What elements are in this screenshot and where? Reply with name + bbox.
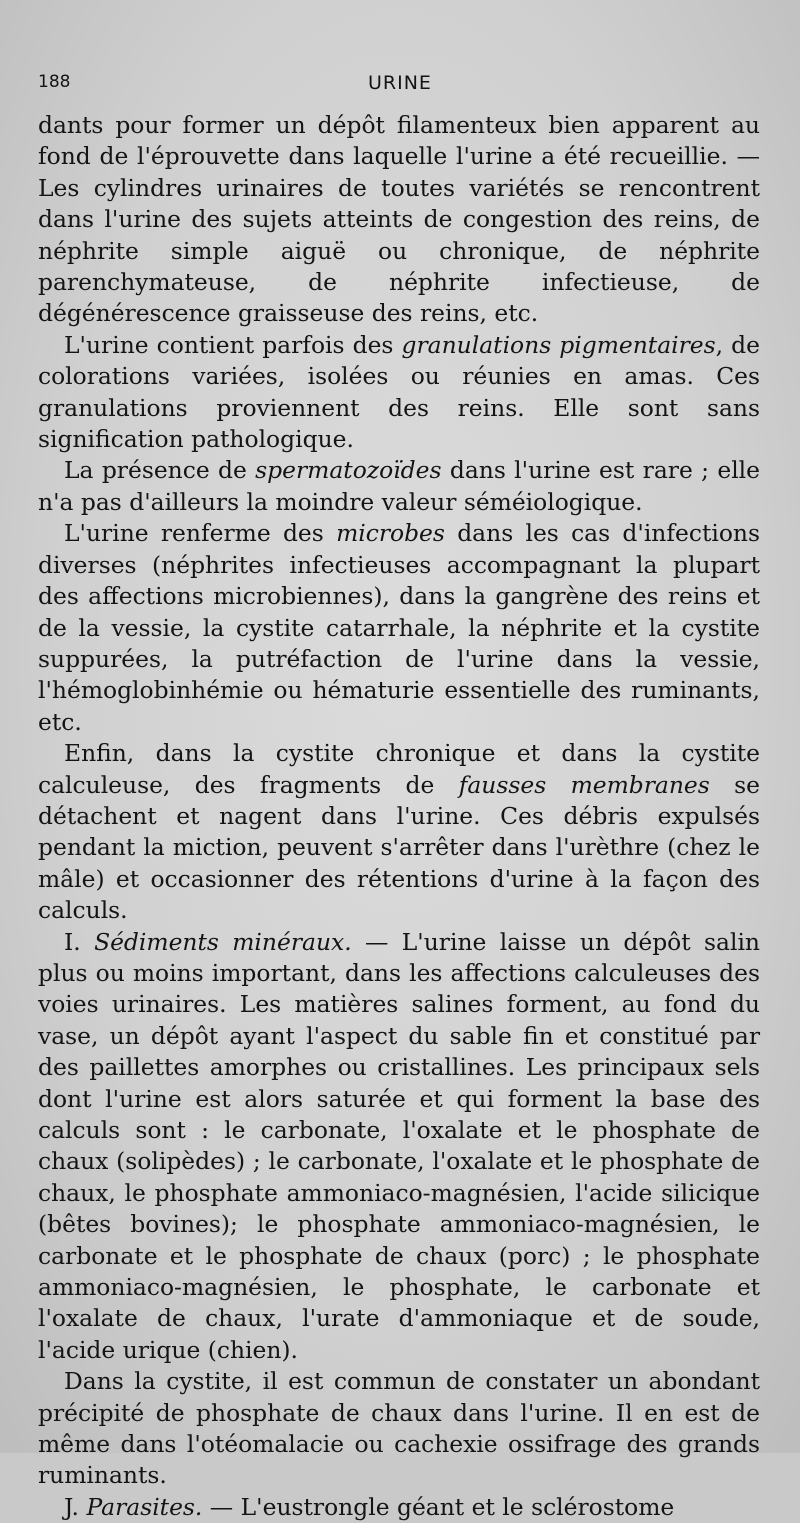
paragraph-text: L'urine renferme des <box>64 519 337 548</box>
paragraph-text: dans les cas d'infections diverses (néphrites infectieuses accompagnant la plupart des affections microbiennes), dans la gangrène des reins et de la vessie, la cystite catarrhale, la néphrite et la cystite suppurées, la putréfaction de l'urine dans la vessie, l'hémoglobinhémie ou hématurie essentielle des ruminants, etc. <box>38 519 760 736</box>
page-header <box>38 72 760 102</box>
section-paragraph <box>38 1492 760 1523</box>
paragraph-italic-term: spermatozoïdes <box>255 456 442 485</box>
paragraph: Dans la cystite, il est commun de constater un abondant précipité de phosphate de chaux dans l'urine. Il en est de même dans l'otéomalacie ou cachexie ossifrage des grands ruminants. <box>38 1367 760 1490</box>
paragraph-text: La présence de <box>64 456 256 485</box>
paragraph <box>38 455 760 518</box>
paragraph-text: dans l'urine est rare ; elle n'a pas d'ailleurs la moindre valeur séméiologique. <box>38 456 760 516</box>
paragraph-text: L'urine contient parfois des <box>64 330 402 359</box>
paragraph-text: Enfin, dans la cystite chronique et dans la cystite calculeuse, des fragments de <box>38 739 760 799</box>
paragraph <box>38 518 760 738</box>
paragraph-text: se détachent et nagent dans l'urine. Ces débris expulsés pendant la miction, peuvent s'arrêter dans l'urèthre (chez le mâle) et occasionner des rétentions d'urine à la façon des calculs. <box>38 770 760 925</box>
section-paragraph <box>38 927 760 1367</box>
paragraph-italic-term: microbes <box>336 519 445 548</box>
paragraph-italic-term: granulations pigmentaires <box>401 330 716 359</box>
running-head: URINE <box>368 72 432 94</box>
paragraph <box>38 330 760 456</box>
page-number: 188 <box>38 72 71 92</box>
section-label: J. <box>64 1492 87 1521</box>
section-heading: Parasites. <box>86 1492 203 1521</box>
body-text <box>38 110 760 1523</box>
paragraph-italic-term: fausses membranes <box>458 770 710 799</box>
paragraph <box>38 738 760 926</box>
paragraph-text: — L'urine laisse un dépôt salin plus ou moins important, dans les affections calculeuses des voies urinaires. Les matières salines forment, au fond du vase, un dépôt ayant l'aspect du sable fin et constitué par des paillettes amorphes ou cristallines. Les principaux sels dont l'urine est alors saturée et qui forment la base des calculs sont : le carbonate, l'oxalate et le phosphate de chaux (solipèdes) ; le carbonate, l'oxalate et le phosphate de chaux, le phosphate ammoniaco-magnésien, l'acide silicique (bêtes bovines); le phosphate ammoniaco-magnésien, le carbonate et le phosphate de chaux (porc) ; le phosphate ammoniaco-magnésien, le phosphate, le carbonate et l'oxalate de chaux, l'urate d'ammoniaque et de soude, l'acide urique (chien). <box>38 927 760 1364</box>
paragraph-text: — L'eustrongle géant et le sclérostome <box>202 1492 675 1521</box>
section-heading: Sédiments minéraux. <box>94 927 352 956</box>
paragraph: dants pour former un dépôt filamenteux bien apparent au fond de l'éprouvette dans laquelle l'urine a été recueillie. — Les cylindres urinaires de toutes variétés se rencontrent dans l'urine des sujets atteints de congestion des reins, de néphrite simple aiguë ou chronique, de néphrite parenchymateuse, de néphrite infectieuse, de dégénérescence graisseuse des reins, etc. <box>38 111 760 328</box>
section-label: I. <box>64 927 95 956</box>
paragraph-text: , de colorations variées, isolées ou réunies en amas. Ces granulations proviennent des reins. Elle sont sans signification pathologique. <box>38 330 760 454</box>
